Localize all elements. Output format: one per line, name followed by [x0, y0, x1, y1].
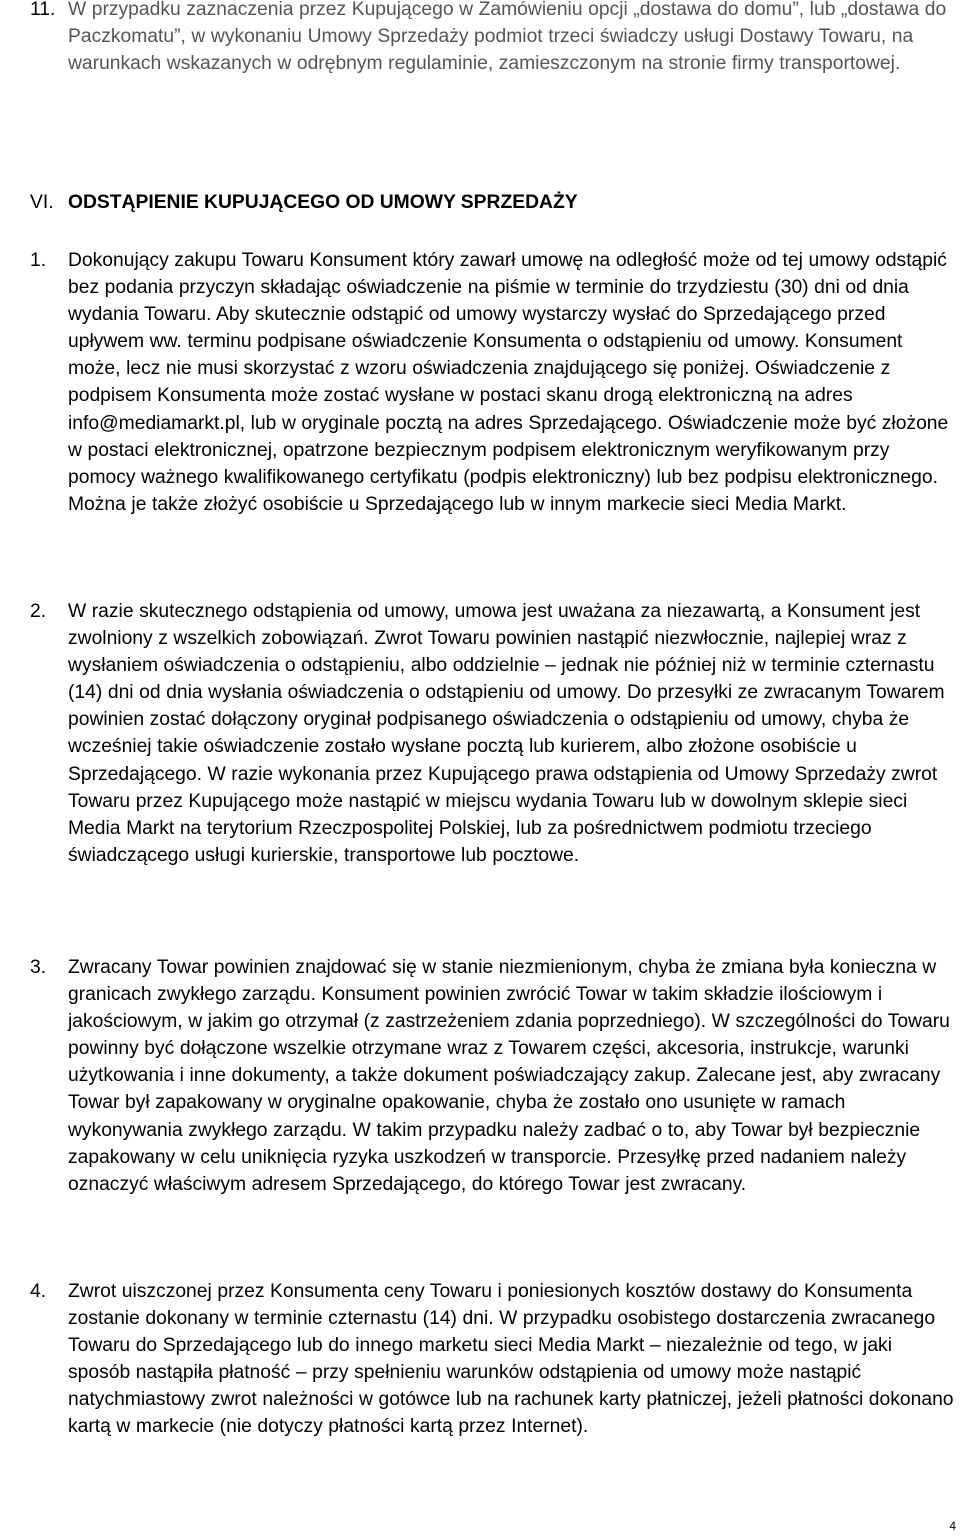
list-item-number: 1.	[30, 250, 47, 271]
list-item-text: Zwracany Towar powinien znajdować się w stanie niezmienionym, chyba że zmiana była konieczna w granicach zwykłego zarządu. Konsument powinien zwrócić Towar w takim składzie ilościowym i jakościowym, w jakim go otrzymał (z zastrzeżeniem zdania poprzedniego). W szczególności do Towaru powinny być dołączone wszelkie otrzymane wraz z Towarem części, akcesoria, instrukcje, warunki użytkowania i inne dokumenty, a także dokument poświadczający zakup. Zalecane jest, aby zwracany Towar był zapakowany w oryginalne opakowanie, chyba że zostało ono usunięte w ramach wykonywania zwykłego zarządu. W takim przypadku należy zadbać o to, aby Towar był bezpiecznie zapakowany w celu uniknięcia ryzyka uszkodzeń w transporcie. Przesyłkę przed nadaniem należy oznaczyć właściwym adresem Sprzedającego, do którego Towar jest zwracany.	[68, 957, 950, 1195]
list-item	[30, 1278, 955, 1441]
list-item-number: 3.	[30, 957, 47, 978]
page-number: 4	[949, 1519, 956, 1533]
section-number: VI.	[30, 192, 54, 213]
section-heading	[30, 189, 955, 216]
list-item	[30, 598, 955, 869]
list-item-text: Zwrot uiszczonej przez Konsumenta ceny Towaru i poniesionych kosztów dostawy do Konsumenta zostanie dokonany w terminie czternastu (14) dni. W przypadku osobistego dostarczenia zwracanego Towaru do Sprzedającego lub do innego marketu sieci Media Markt – niezależnie od tego, w jaki sposób nastąpiła płatność – przy spełnieniu warunków odstąpienia od umowy może nastąpić natychmiastowy zwrot należności w gotówce lub na rachunek karty płatniczej, jeżeli płatności dokonano kartą w markecie (nie dotyczy płatności kartą przez Internet).	[68, 1281, 954, 1438]
section-title: ODSTĄPIENIE KUPUJĄCEGO OD UMOWY SPRZEDAŻY	[68, 192, 578, 213]
paragraph-11	[30, 0, 955, 77]
list-item-number: 4.	[30, 1281, 47, 1302]
list-item-text: Dokonujący zakupu Towaru Konsument który zawarł umowę na odległość może od tej umowy odstąpić bez podania przyczyn składając oświadczenie na piśmie w terminie do trzydziestu (30) dni od dnia wydania Towaru. Aby skutecznie odstąpić od umowy wystarczy wysłać do Sprzedającego przed upływem ww. terminu podpisane oświadczenie Konsumenta o odstąpieniu od umowy. Konsument może, lecz nie musi skorzystać z wzoru oświadczenia znajdującego się poniżej. Oświadczenie z podpisem Konsumenta może zostać wysłane w postaci skanu drogą elektroniczną na adres info@mediamarkt.pl, lub w oryginale pocztą na adres Sprzedającego. Oświadczenie może być złożone w postaci elektronicznej, opatrzone bezpiecznym podpisem elektronicznym weryfikowanym przy pomocy ważnego kwalifikowanego certyfikatu (podpis elektroniczny) lub bez podpisu elektronicznego. Można je także złożyć osobiście u Sprzedającego lub w innym markecie sieci Media Markt.	[68, 250, 949, 515]
list-item-text: W razie skutecznego odstąpienia od umowy, umowa jest uważana za niezawartą, a Konsument jest zwolniony z wszelkich zobowiązań. Zwrot Towaru powinien nastąpić niezwłocznie, najlepiej wraz z wysłaniem oświadczenia o odstąpieniu, albo oddzielnie – jednak nie później niż w terminie czternastu (14) dni od dnia wysłania oświadczenia o odstąpieniu od umowy. Do przesyłki ze zwracanym Towarem powinien zostać dołączony oryginał podpisanego oświadczenia o odstąpieniu od umowy, chyba że wcześniej takie oświadczenie zostało wysłane pocztą lub kurierem, albo złożone osobiście u Sprzedającego. W razie wykonania przez Kupującego prawa odstąpienia od Umowy Sprzedaży zwrot Towaru przez Kupującego może nastąpić w miejscu wydania Towaru lub w dowolnym sklepie sieci Media Markt na terytorium Rzeczpospolitej Polskiej, lub za pośrednictwem podmiotu trzeciego świadczącego usługi kurierskie, transportowe lub pocztowe.	[68, 601, 945, 866]
list-item-number: 2.	[30, 601, 47, 622]
paragraph-11-number: 11.	[30, 0, 56, 20]
paragraph-11-text: W przypadku zaznaczenia przez Kupującego w Zamówieniu opcji „dostawa do domu”, lub „dostawa do Paczkomatu”, w wykonaniu Umowy Sprzedaży podmiot trzeci świadczy usługi Dostawy Towaru, na warunkach wskazanych w odrębnym regulaminie, zamieszczonym na stronie firmy transportowej.	[68, 0, 947, 75]
list-item	[30, 954, 955, 1198]
list-item	[30, 247, 955, 518]
